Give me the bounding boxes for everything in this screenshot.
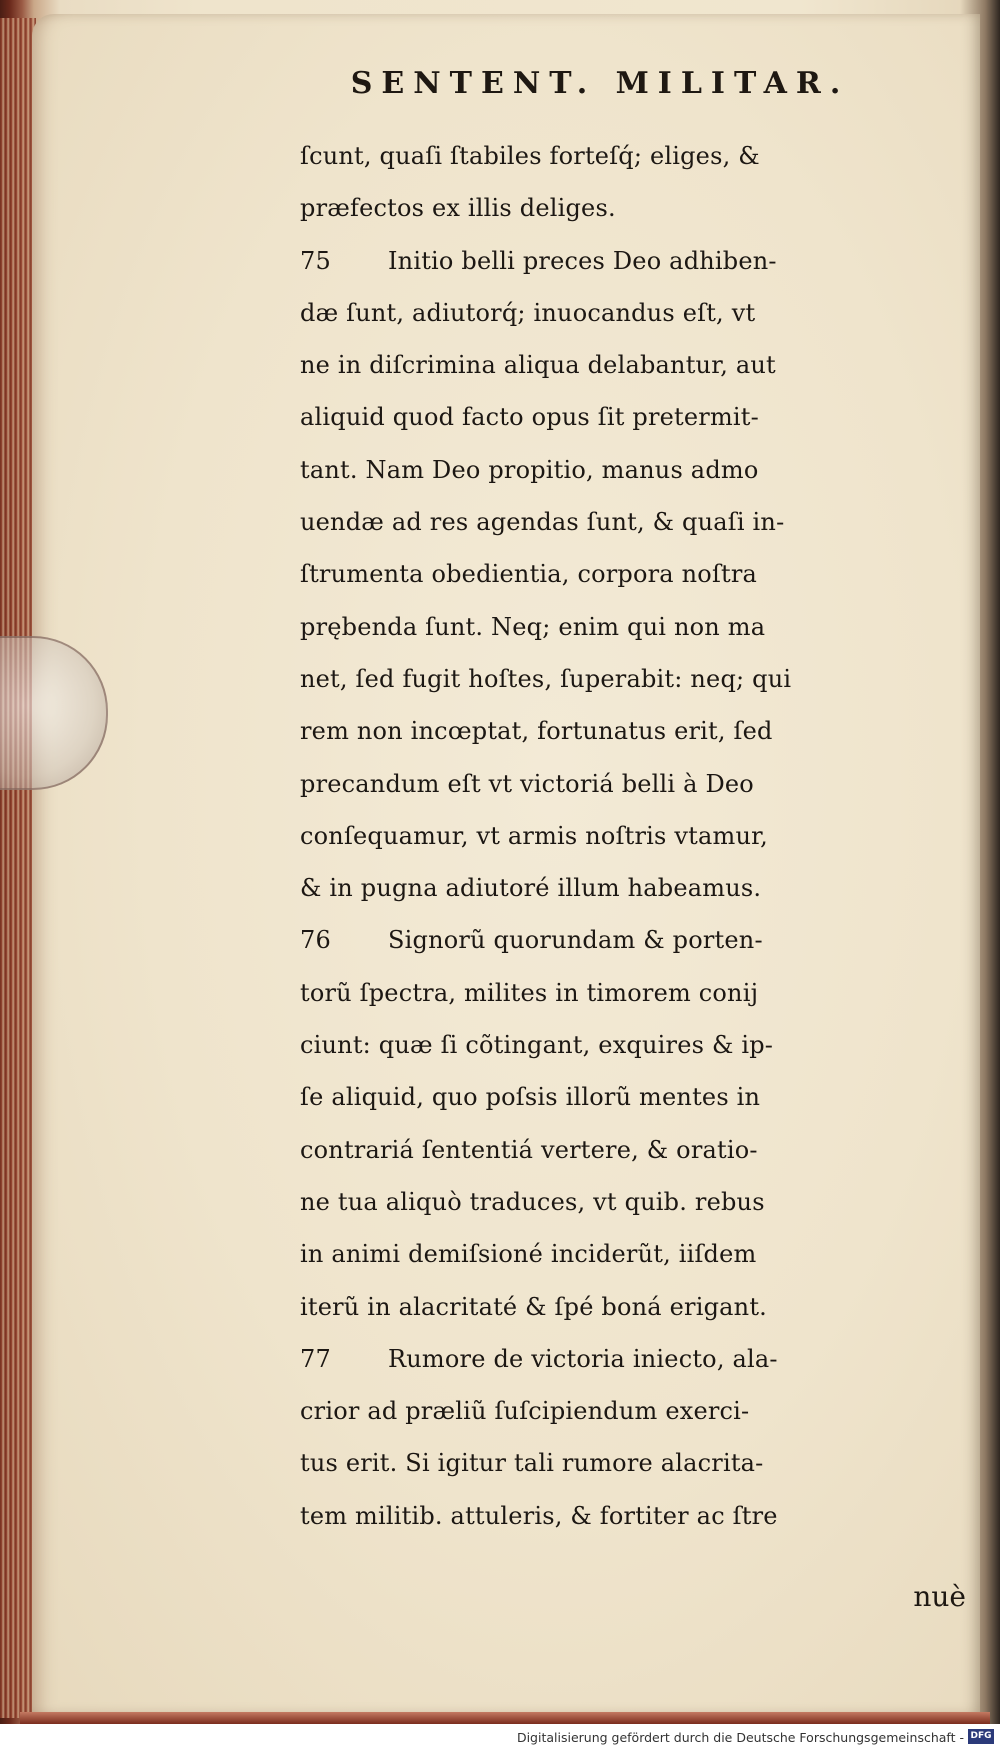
line-text: tant. Nam Deo propitio, manus admo <box>300 455 759 484</box>
line-text: ſe aliquid, quo poſsis illorũ mentes in <box>300 1083 761 1112</box>
text-line <box>300 1490 980 1542</box>
book-page-edges <box>0 18 36 1718</box>
sentence-number: 75 <box>300 246 331 275</box>
text-line <box>300 862 980 914</box>
text-line <box>300 130 980 182</box>
text-line <box>300 1385 980 1437</box>
line-text: precandum eſt vt victoriá belli à Deo <box>300 769 754 798</box>
line-text: ne in diſcrimina aliqua delabantur, aut <box>300 351 776 380</box>
text-line <box>300 653 980 705</box>
line-text: aliquid quod facto opus ſit pretermit- <box>300 403 759 432</box>
text-line <box>300 339 980 391</box>
text-line <box>300 810 980 862</box>
text-line <box>300 444 980 496</box>
dfg-logo: DFG <box>968 1729 994 1744</box>
text-line <box>300 1019 980 1071</box>
text-line <box>300 914 980 966</box>
book-bottom-edge <box>20 1712 990 1724</box>
text-line <box>300 1176 980 1228</box>
line-text: Initio belli preces Deo adhiben- <box>388 246 777 275</box>
text-line <box>300 1437 980 1489</box>
text-line <box>300 496 980 548</box>
text-line <box>300 1228 980 1280</box>
line-text: ciunt: quæ ſi cõtingant, exquires & ip- <box>300 1031 774 1060</box>
catchword: nuè <box>913 1580 966 1613</box>
line-text: tus erit. Si igitur tali rumore alacrita- <box>300 1449 764 1478</box>
text-line <box>300 1071 980 1123</box>
text-line <box>300 705 980 757</box>
line-text: in animi demiſsioné inciderũt, iiſdem <box>300 1240 757 1269</box>
text-line <box>300 182 980 234</box>
text-line <box>300 601 980 653</box>
line-text: Signorũ quorundam & porten- <box>388 926 763 955</box>
line-text: Rumore de victoria iniecto, ala- <box>388 1344 778 1373</box>
sentence-number: 77 <box>300 1344 331 1373</box>
line-text: præfectos ex illis deliges. <box>300 194 616 223</box>
text-line <box>300 235 980 287</box>
footer-credit: Digitalisierung gefördert durch die Deutsche Forschungsgemeinschaft - <box>516 1730 964 1745</box>
line-text: prębenda ſunt. Neq; enim qui non ma <box>300 612 766 641</box>
line-text: rem non incœptat, fortunatus erit, ſed <box>300 717 773 746</box>
running-head: SENTENT. MILITAR. <box>350 66 850 101</box>
text-line <box>300 758 980 810</box>
line-text: net, ſed fugit hoſtes, ſuperabit: neq; qui <box>300 664 792 693</box>
text-line <box>300 548 980 600</box>
line-text: uendæ ad res agendas ſunt, & quaſi in- <box>300 508 785 537</box>
line-text: dæ ſunt, adiutorq́; inuocandus eſt, vt <box>300 298 756 327</box>
line-text: ne tua aliquò traduces, vt quib. rebus <box>300 1187 765 1216</box>
line-text: crior ad præliũ ſuſcipiendum exerci- <box>300 1397 750 1426</box>
text-line <box>300 287 980 339</box>
sentence-number: 76 <box>300 926 331 955</box>
line-text: ſcunt, quaſi ſtabiles forteſq́; eliges, & <box>300 142 760 170</box>
text-line <box>300 1333 980 1385</box>
text-line <box>300 1281 980 1333</box>
text-line <box>300 1124 980 1176</box>
body-text <box>300 130 980 1542</box>
text-line <box>300 967 980 1019</box>
line-text: iterũ in alacritaté & ſpé boná erigant. <box>300 1292 767 1321</box>
line-text: & in pugna adiutoré illum habeamus. <box>300 874 762 903</box>
text-line <box>300 391 980 443</box>
line-text: conſequamur, vt armis noſtris vtamur, <box>300 821 768 850</box>
line-text: contrariá ſententiá vertere, & oratio- <box>300 1135 758 1164</box>
line-text: torũ ſpectra, milites in timorem conij <box>300 978 759 1007</box>
line-text: ſtrumenta obedientia, corpora noſtra <box>300 560 758 589</box>
line-text: tem militib. attuleris, & fortiter ac ſtre <box>300 1501 778 1530</box>
